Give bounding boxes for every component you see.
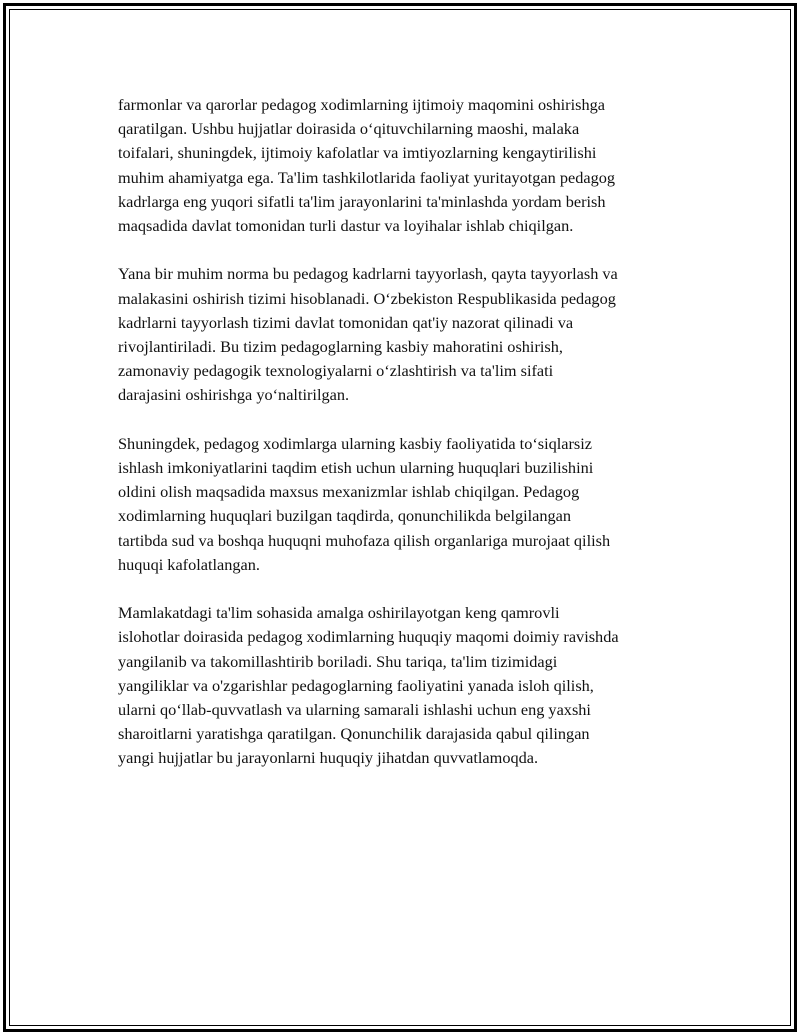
text-line: malakasini oshirish tizimi hisoblanadi. O‘zbekiston Respublikasida pedagog [118, 288, 616, 308]
text-line: toifalari, shuningdek, ijtimoiy kafolatlar va imtiyozlarning kengaytirilishi [118, 143, 597, 163]
document-body [118, 93, 698, 795]
text-line: oldini olish maqsadida maxsus mexanizmlar ishlab chiqilgan. Pedagog [118, 482, 580, 502]
text-line: ularni qo‘llab-quvvatlash va ularning samarali ishlashi uchun eng yaxshi [118, 700, 591, 720]
paragraph-2 [118, 262, 698, 407]
text-line: islohotlar doirasida pedagog xodimlarning huquqiy maqomi doimiy ravishda [118, 627, 619, 647]
paragraph-4 [118, 601, 698, 770]
text-line: darajasini oshirishga yo‘naltirilgan. [118, 385, 350, 405]
text-line: xodimlarning huquqlari buzilgan taqdirda, qonunchilikda belgilangan [118, 506, 572, 526]
text-line: kadrlarni tayyorlash tizimi davlat tomonidan qat'iy nazorat qilinadi va [118, 312, 574, 332]
text-line: sharoitlarni yaratishga qaratilgan. Qonunchilik darajasida qabul qilingan [118, 724, 590, 744]
text-line: muhim ahamiyatga ega. Ta'lim tashkilotlarida faoliyat yuritayotgan pedagog [118, 167, 616, 187]
text-line: ishlash imkoniyatlarini taqdim etish uchun ularning huquqlari buzilishini [118, 458, 594, 478]
text-line: farmonlar va qarorlar pedagog xodimlarning ijtimoiy maqomini oshirishga [118, 95, 605, 114]
text-line: kadrlarga eng yuqori sifatli ta'lim jarayonlarini ta'minlashda yordam berish [118, 191, 606, 211]
text-line: Shuningdek, pedagog xodimlarga ularning kasbiy faoliyatida to‘siqlarsiz [118, 433, 593, 453]
text-line: maqsadida davlat tomonidan turli dastur va loyihalar ishlab chiqilgan. [118, 216, 574, 236]
text-line: tartibda sud va boshqa huquqni muhofaza qilish organlariga murojaat qilish [118, 530, 611, 550]
text-line: zamonaviy pedagogik texnologiyalarni o‘zlashtirish va ta'lim sifati [118, 361, 554, 381]
text-line: huquqi kafolatlangan. [118, 554, 260, 574]
text-line: yangilanib va takomillashtirib boriladi. Shu tariqa, ta'lim tizimidagi [118, 651, 558, 671]
text-line: yangi hujjatlar bu jarayonlarni huquqiy jihatdan quvvatlamoqda. [118, 748, 539, 768]
text-line: Mamlakatdagi ta'lim sohasida amalga oshirilayotgan keng qamrovli [118, 603, 560, 623]
paragraph-3 [118, 432, 698, 577]
text-line: Yana bir muhim norma bu pedagog kadrlarni tayyorlash, qayta tayyorlash va [118, 264, 618, 284]
text-line: qaratilgan. Ushbu hujjatlar doirasida o‘qituvchilarning maoshi, malaka [118, 119, 580, 139]
paragraph-1 [118, 93, 698, 238]
text-line: rivojlantiriladi. Bu tizim pedagoglarning kasbiy mahoratini oshirish, [118, 337, 563, 357]
text-line: yangiliklar va o'zgarishlar pedagoglarning faoliyatini yanada isloh qilish, [118, 675, 594, 695]
